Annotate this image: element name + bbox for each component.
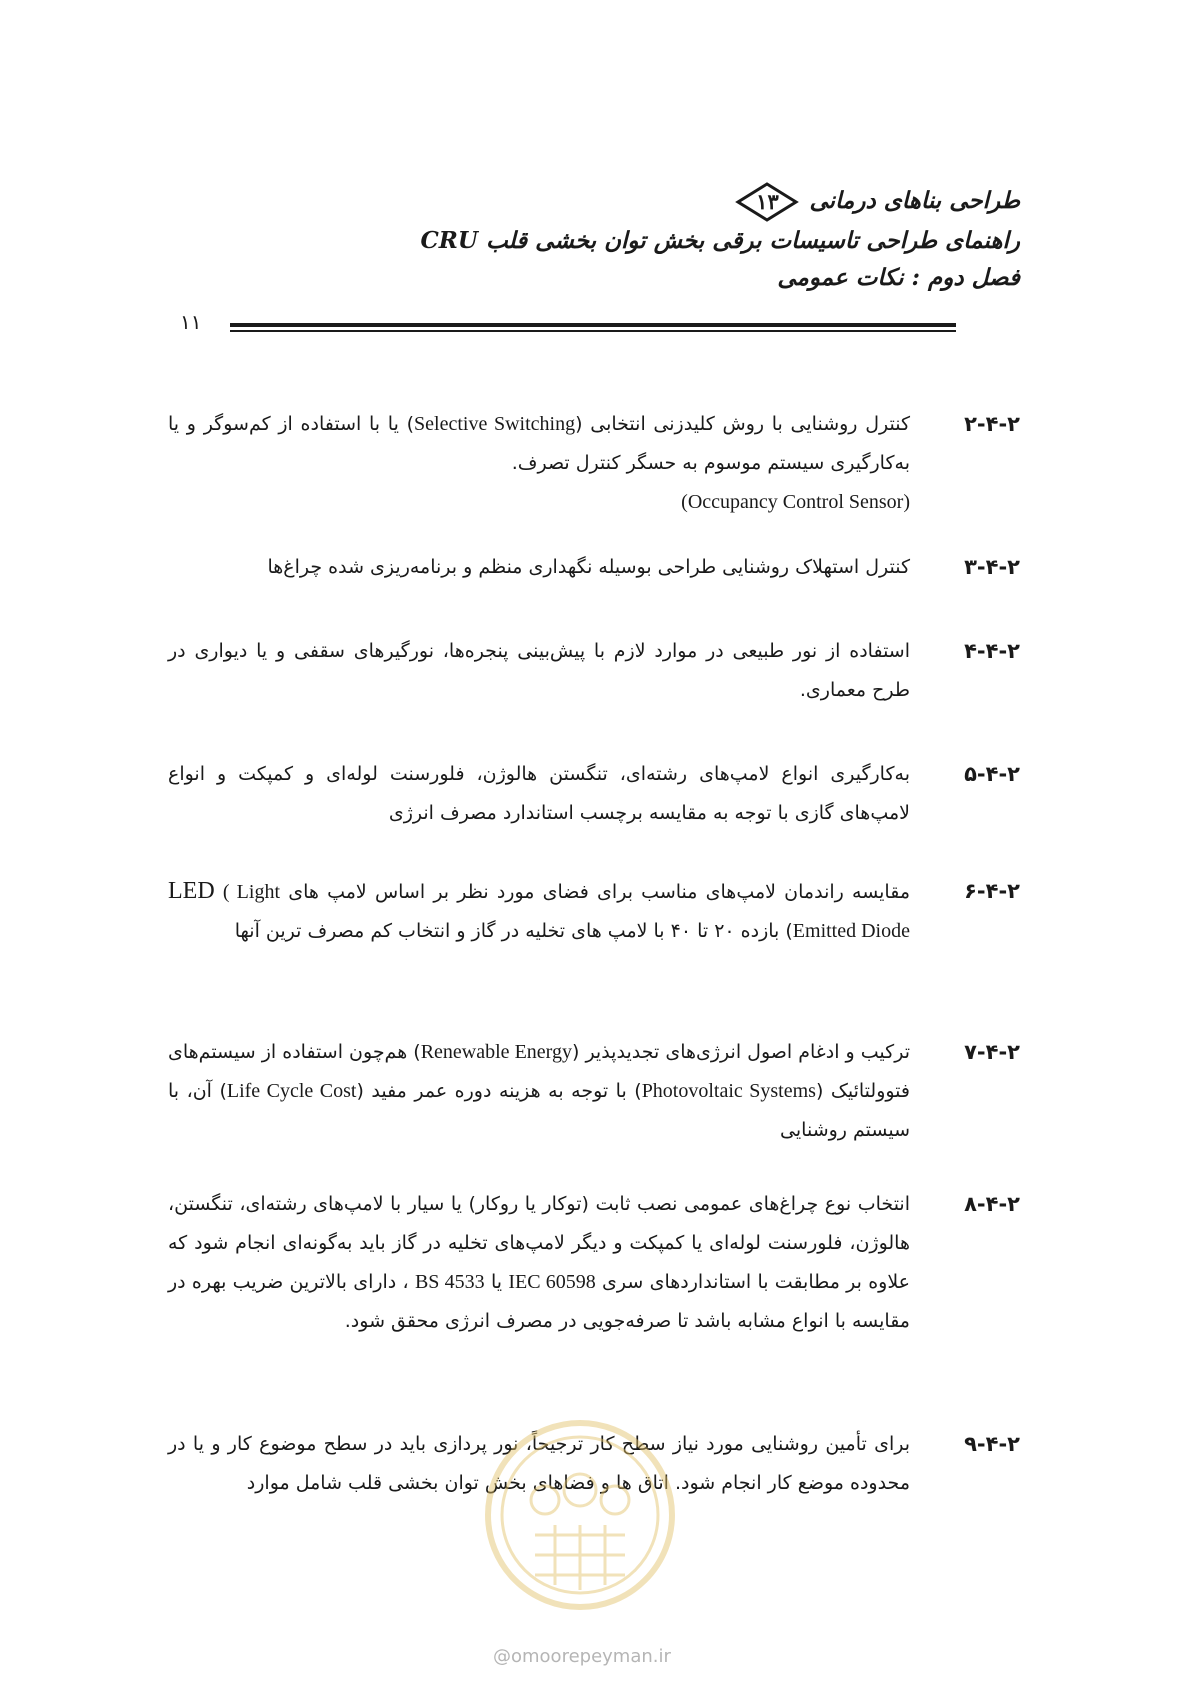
section-text: انتخاب نوع چراغ‌های عمومی نصب ثابت (توکار یا روکار) یا سیار با لامپ‌های رشته‌ای، تنگستن، هالوژن، فلورسنت لوله‌ای یا کمپکت و دیگر لامپ‌های تخلیه در گاز باید به‌گونه‌ای انجام شود که علاوه بر مطابقت با استانداردهای سری IEC 60598 یا BS 4533 ، دارای بالاترین ضریب بهره در مقایسه با انواع مشابه باشد تا صرفه‌جویی در مصرف انرژی محقق شود. xyxy=(168,1193,911,1332)
section-text: کنترل روشنایی با روش کلیدزنی انتخابی (Selective Switching) یا با استفاده از کم‌سوگر و یا به‌کارگیری سیستم موسوم به حسگر کنترل تصرف. (Occupancy Control Sensor) xyxy=(168,405,910,522)
header-line-2: راهنمای طراحی تاسیسات برقی بخش توان بخشی قلب CRU xyxy=(420,227,1020,254)
section-text: به‌کارگیری انواع لامپ‌های رشته‌ای، تنگستن هالوژن، فلورسنت لوله‌ای و کمپکت و انواع لامپ‌های گازی با توجه به مقایسه برچسب استاندارد مصرف انرژی xyxy=(168,763,910,824)
header-line-3: فصل دوم : نکات عمومی xyxy=(777,264,1020,291)
section-number: ۲-۴-۲ xyxy=(964,412,1020,436)
volume-badge xyxy=(735,182,799,222)
header-rule-thick xyxy=(230,323,956,327)
page-header xyxy=(260,182,1020,296)
header-rule-thin xyxy=(230,330,956,332)
section-number: ۸-۴-۲ xyxy=(964,1192,1020,1216)
header-line-1 xyxy=(260,182,1020,222)
section-6-4-2 xyxy=(168,872,1020,951)
section-number: ۹-۴-۲ xyxy=(964,1432,1020,1456)
section-text: ترکیب و ادغام اصول انرژی‌های تجدیدپذیر (Renewable Energy) هم‌چون استفاده از سیستم‌های فتوولتائیک (Photovoltaic Systems) با توجه به هزینه دوره عمر مفید (Life Cycle Cost) آن، با سیستم روشنایی xyxy=(168,1041,910,1141)
page-number: ۱۱ xyxy=(180,310,202,334)
section-number: ۴-۴-۲ xyxy=(964,639,1020,663)
section-text: استفاده از نور طبیعی در موارد لازم با پیش‌بینی پنجره‌ها، نورگیرهای سقفی و یا دیواری در طرح معماری. xyxy=(168,640,910,701)
section-7-4-2 xyxy=(168,1033,1020,1150)
sensor-term: (Occupancy Control Sensor) xyxy=(681,491,910,513)
section-number: ۶-۴-۲ xyxy=(964,879,1020,903)
section-3-4-2 xyxy=(168,548,1020,587)
section-text: برای تأمین روشنایی مورد نیاز سطح کار ترجیحاً، نور پردازی باید در سطح موضوع کار و یا در محدوده موضع کار انجام شود. اتاق ها و فضاهای بخش توان بخشی قلب شامل موارد xyxy=(168,1433,910,1494)
section-8-4-2 xyxy=(168,1185,1020,1341)
section-2-4-2 xyxy=(168,405,1020,522)
watermark-seal-icon xyxy=(480,1415,680,1615)
section-number: ۷-۴-۲ xyxy=(964,1040,1020,1064)
section-4-4-2 xyxy=(168,632,1020,710)
watermark-site: @omoorepeyman.ir xyxy=(493,1646,671,1667)
volume-number: ۱۳ xyxy=(756,189,779,214)
section-number: ۳-۴-۲ xyxy=(964,555,1020,579)
section-5-4-2 xyxy=(168,755,1020,833)
book-series-title: طراحی بناهای درمانی xyxy=(809,187,1020,214)
at-icon: @ xyxy=(493,1646,511,1667)
section-number: ۵-۴-۲ xyxy=(964,762,1020,786)
section-text: کنترل استهلاک روشنایی طراحی بوسیله نگهداری منظم و برنامه‌ریزی شده چراغ‌ها xyxy=(267,556,910,578)
section-text: مقایسه راندمان لامپ‌های مناسب برای فضای مورد نظر بر اساس لامپ های LED ( Light Emitted Diode) بازده ۲۰ تا ۴۰ با لامپ های تخلیه در گاز و انتخاب کم مصرف ترین آنها xyxy=(168,878,911,942)
